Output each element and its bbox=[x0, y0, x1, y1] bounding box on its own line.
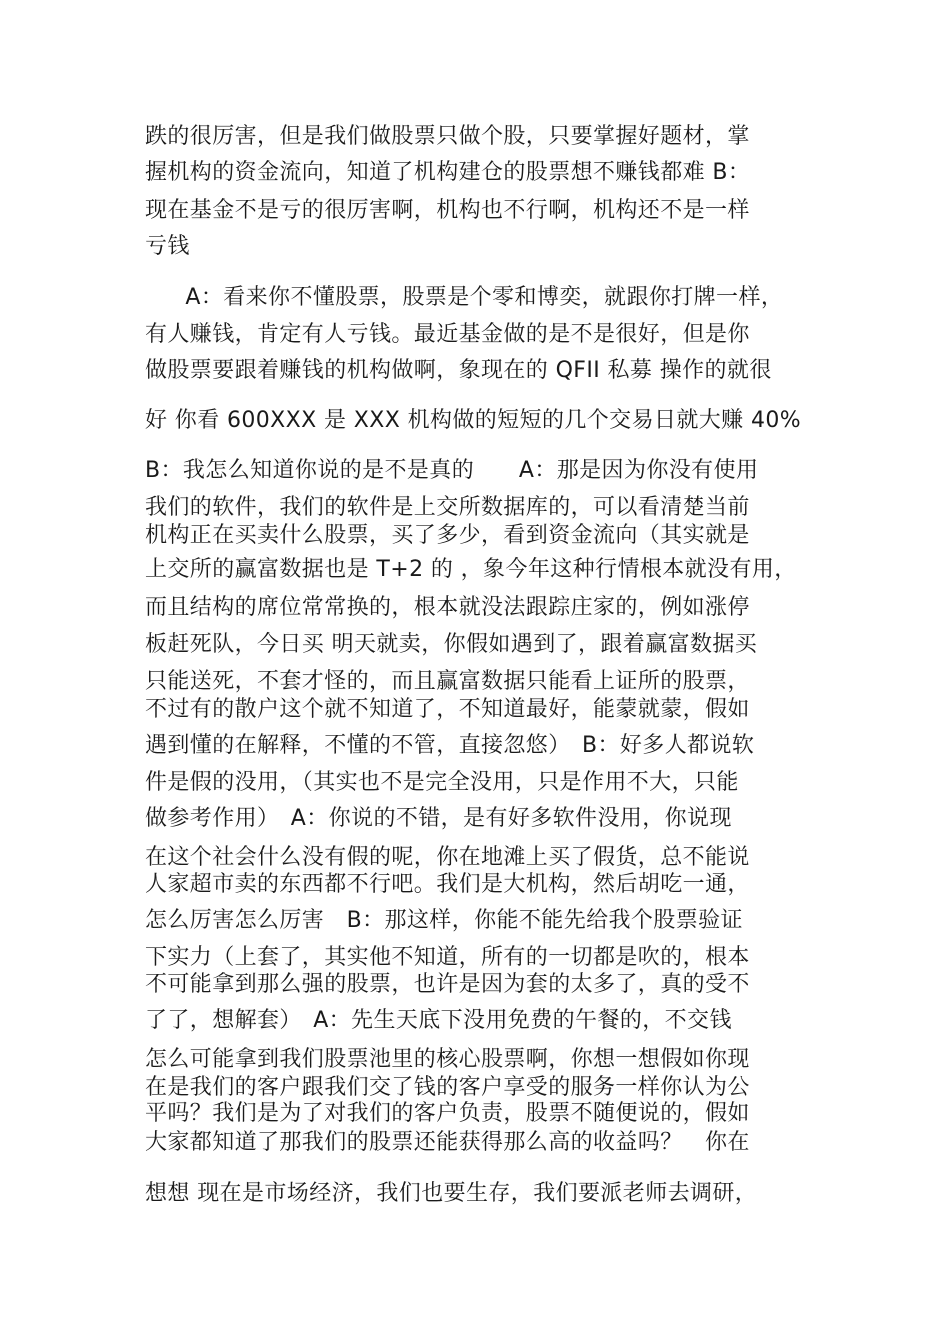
text-line: 不可能拿到那么强的股票，也许是因为套的太多了，真的受不 bbox=[145, 972, 750, 997]
text-line: 怎么可能拿到我们股票池里的核心股票啊，你想一想假如你现 bbox=[145, 1047, 750, 1072]
text-line: 上交所的赢富数据也是 T+2 的 ，象今年这种行情根本就没有用， bbox=[145, 557, 797, 582]
text-line: 了了，想解套） A：先生天底下没用免费的午餐的，不交钱 bbox=[145, 1008, 732, 1033]
text-line: 机构正在买卖什么股票，买了多少，看到资金流向（其实就是 bbox=[145, 523, 750, 548]
text-line: 下实力（上套了，其实他不知道，所有的一切都是吹的，根本 bbox=[145, 945, 750, 970]
text-line: 现在基金不是亏的很厉害啊，机构也不行啊，机构还不是一样 bbox=[145, 198, 750, 223]
text-line: 握机构的资金流向，知道了机构建仓的股票想不赚钱都难 B： bbox=[145, 160, 751, 185]
text-line: A：看来你不懂股票，股票是个零和博奕，就跟你打牌一样， bbox=[163, 285, 784, 310]
text-line: 做参考作用） A：你说的不错，是有好多软件没用，你说现 bbox=[145, 806, 732, 831]
text-line: 在这个社会什么没有假的呢，你在地滩上买了假货，总不能说 bbox=[145, 845, 750, 870]
text-line: 平吗？我们是为了对我们的客户负责，股票不随便说的，假如 bbox=[145, 1101, 750, 1126]
text-line: 做股票要跟着赚钱的机构做啊，象现在的 QFII 私募 操作的就很 bbox=[145, 358, 772, 383]
text-line: B：我怎么知道你说的是不是真的 A：那是因为你没有使用 bbox=[145, 458, 759, 483]
text-line: 而且结构的席位常常换的，根本就没法跟踪庄家的，例如涨停 bbox=[145, 595, 750, 620]
text-line: 遇到懂的在解释，不懂的不管，直接忽悠） B：好多人都说软 bbox=[145, 733, 755, 758]
text-line: 件是假的没用，（其实也不是完全没用，只是作用不大，只能 bbox=[145, 770, 739, 795]
text-line: 在是我们的客户跟我们交了钱的客户享受的服务一样你认为公 bbox=[145, 1075, 750, 1100]
text-line: 有人赚钱，肯定有人亏钱。最近基金做的是不是很好，但是你 bbox=[145, 322, 750, 347]
text-line: 只能送死，不套才怪的，而且赢富数据只能看上证所的股票， bbox=[145, 669, 750, 694]
text-line: 板赶死队，今日买 明天就卖，你假如遇到了，跟着赢富数据买 bbox=[145, 632, 758, 657]
text-line: 想想 现在是市场经济，我们也要生存，我们要派老师去调研， bbox=[145, 1181, 758, 1206]
text-line: 不过有的散户这个就不知道了，不知道最好，能蒙就蒙，假如 bbox=[145, 697, 750, 722]
text-line: 我们的软件，我们的软件是上交所数据库的，可以看清楚当前 bbox=[145, 495, 750, 520]
text-line: 大家都知道了那我们的股票还能获得那么高的收益吗？ 你在 bbox=[145, 1130, 750, 1155]
text-line: 跌的很厉害，但是我们做股票只做个股，只要掌握好题材，掌 bbox=[145, 124, 750, 149]
text-line: 怎么厉害怎么厉害 B：那这样，你能不能先给我个股票验证 bbox=[145, 908, 743, 933]
text-line: 人家超市卖的东西都不行吧。我们是大机构，然后胡吃一通， bbox=[145, 872, 750, 897]
text-line: 好 你看 600XXX 是 XXX 机构做的短短的几个交易日就大赚 40% bbox=[145, 408, 802, 433]
text-line: 亏钱 bbox=[145, 234, 190, 259]
